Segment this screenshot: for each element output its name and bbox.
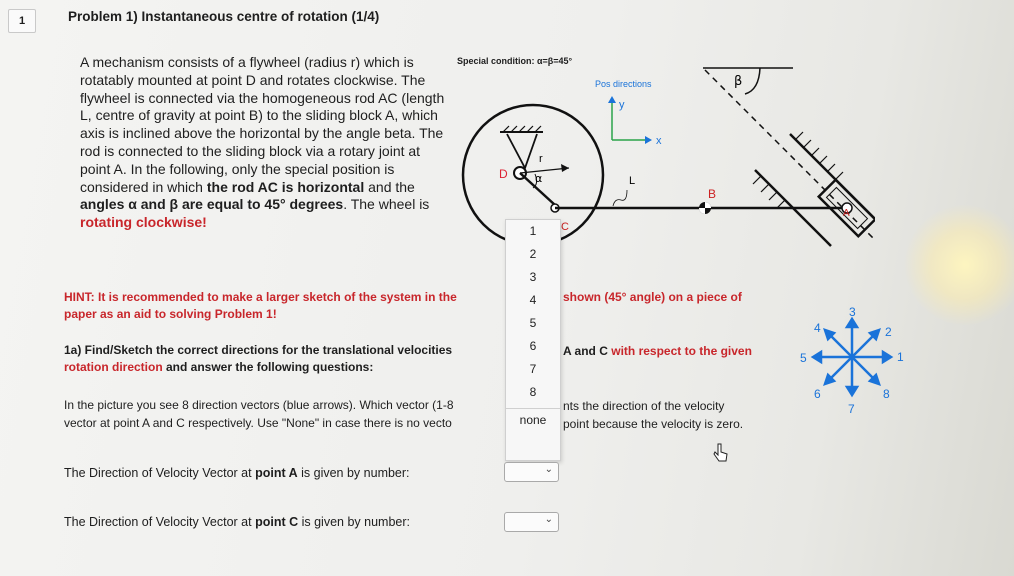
direction-dropdown-list[interactable] — [505, 219, 561, 461]
dropdown-option-6[interactable]: 6 — [529, 339, 537, 353]
task-right-red: with respect to the given — [611, 344, 752, 358]
task-1a — [64, 342, 514, 376]
task-rotation-direction: rotation direction — [64, 360, 163, 374]
mouse-cursor-icon — [713, 443, 729, 463]
dropdown-option-3[interactable]: 3 — [529, 270, 537, 284]
question-c-prefix: The Direction of Velocity Vector at — [64, 515, 256, 529]
description-clockwise: clockwise! — [136, 214, 207, 231]
question-point-a — [64, 466, 410, 480]
dropdown-option-5[interactable]: 5 — [529, 316, 537, 330]
y-arrow-icon — [608, 96, 616, 103]
dropdown-option-8[interactable]: 8 — [529, 385, 537, 399]
label-l: L — [629, 175, 636, 187]
hint-line-2: paper as an aid to solving Problem 1! — [64, 307, 277, 321]
task-1a-title: 1a) Find/Sketch the correct directions for the translational velocities — [64, 343, 453, 357]
label-y: y — [619, 99, 625, 111]
compass-label-1: 1 — [897, 350, 904, 364]
description-rotating: rotating — [80, 214, 133, 231]
instructions-right-2: point because the velocity is zero. — [563, 417, 744, 431]
question-number: 1 — [8, 9, 36, 33]
description-bold-rod: the rod AC is horizontal — [206, 178, 365, 195]
problem-description — [80, 54, 445, 232]
light-glare — [905, 205, 1014, 325]
instructions-line-1: In the picture you see 8 direction vectors (blue arrows). Which vector (1-8 — [64, 398, 454, 412]
point-c-select[interactable] — [504, 512, 559, 532]
question-c-suffix: is given by number: — [298, 515, 410, 529]
compass-label-6: 6 — [814, 387, 821, 401]
compass-label-4: 4 — [814, 321, 821, 335]
label-r: r — [539, 153, 543, 165]
compass-label-7: 7 — [848, 402, 855, 416]
beta-arc — [745, 68, 760, 94]
instructions — [64, 396, 514, 432]
compass-label-8: 8 — [883, 387, 890, 401]
point-a-select[interactable] — [504, 462, 559, 482]
label-a: A — [843, 208, 850, 219]
support — [507, 134, 537, 168]
question-a-prefix: The Direction of Velocity Vector at — [64, 466, 256, 480]
compass-label-2: 2 — [885, 325, 892, 339]
direction-compass — [795, 305, 920, 420]
hint-line-1: HINT: It is recommended to make a larger sketch of the system in the — [64, 290, 457, 304]
dropdown-option-none[interactable]: none — [506, 408, 560, 431]
task-after: and answer the following questions: — [162, 360, 374, 374]
label-x: x — [656, 135, 662, 147]
instructions-line-2: vector at point A and C respectively. Use "None" in case there is no vecto — [64, 416, 452, 430]
dropdown-option-4[interactable]: 4 — [529, 293, 537, 307]
task-right-black: A and C — [563, 344, 612, 358]
label-d: D — [499, 167, 508, 181]
description-text-2: and the — [364, 178, 415, 195]
radius-arrow-icon — [561, 164, 569, 172]
description-text-3: . The wheel is — [343, 196, 430, 213]
question-c-point: point C — [255, 515, 299, 529]
question-a-point: point A — [255, 466, 298, 480]
dropdown-option-2[interactable]: 2 — [529, 247, 537, 261]
label-beta: β — [734, 74, 743, 89]
description-text: A mechanism consists of a flywheel (radius r) which is rotatably mounted at point D and rotates clockwise. The flywheel is connected via the homogeneous rod AC (length L, centre of gravity at point B) to the sliding block A, which axis is inclined above the horizontal by the angle beta. The rod is connected to the sliding block via a rotary joint at point A. In the following, only the special position is considered in which — [80, 54, 445, 195]
pos-directions-label: Pos directions — [595, 79, 652, 89]
x-arrow-icon — [645, 136, 652, 144]
description-bold-angles: angles α and β are equal to 45° degrees — [80, 196, 344, 213]
instructions-right-1: nts the direction of the velocity — [563, 399, 725, 413]
page-title: Problem 1) Instantaneous centre of rotation (1/4) — [68, 9, 380, 24]
question-point-c — [64, 515, 410, 529]
hint-text — [64, 289, 514, 323]
compass-label-5: 5 — [800, 351, 807, 365]
label-alpha: α — [535, 172, 543, 185]
task-1a-right — [563, 344, 752, 358]
instructions-right — [563, 397, 743, 433]
question-a-suffix: is given by number: — [297, 466, 410, 480]
chevron-down-icon: ⌄ — [544, 464, 553, 475]
compass-label-3: 3 — [849, 305, 856, 319]
dropdown-option-1[interactable]: 1 — [529, 224, 537, 238]
special-condition: Special condition: α=β=45° — [457, 56, 573, 66]
label-c: C — [561, 221, 569, 233]
label-b: B — [708, 187, 717, 201]
hint-right: shown (45° angle) on a piece of — [563, 290, 742, 304]
dropdown-option-7[interactable]: 7 — [529, 362, 537, 376]
chevron-down-icon: ⌄ — [544, 514, 553, 525]
